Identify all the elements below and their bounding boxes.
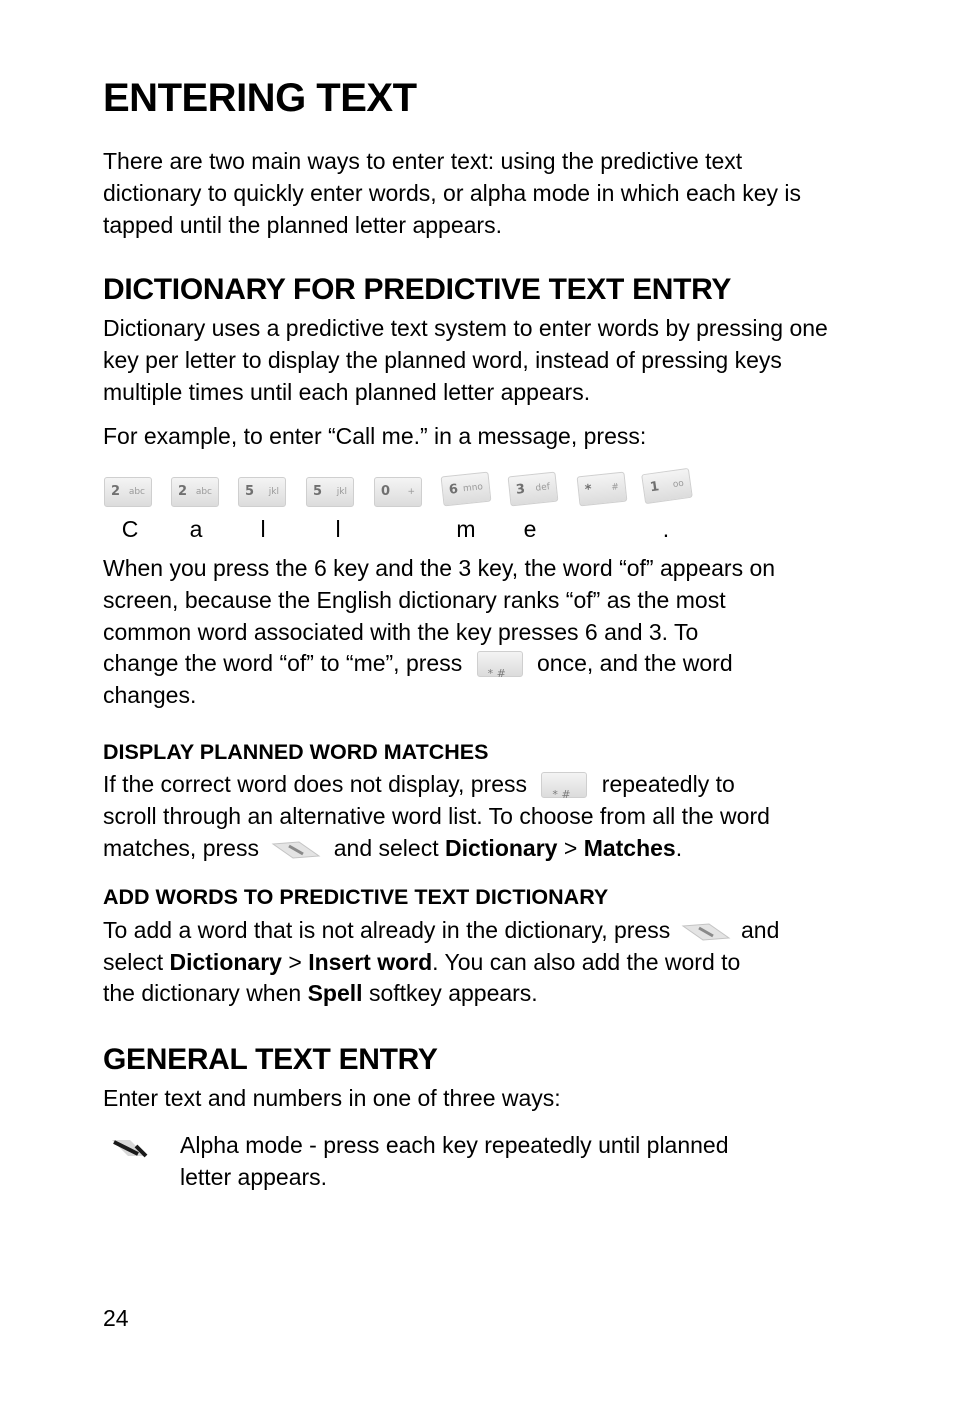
key-letter: l	[335, 516, 341, 542]
alpha-mode-line: Alpha mode - press each key repeatedly until planned	[180, 1132, 729, 1158]
dictionary-body: Dictionary uses a predictive text system to enter words by pressing one key per letter to display the planned word, instead of pressing keys multiple times until each planned letter appears.	[103, 315, 828, 405]
star-key-icon: * #	[541, 772, 587, 798]
add-words-line: select Dictionary > Insert word. You can also add the word to	[103, 949, 741, 975]
key-letter: .	[662, 516, 670, 542]
key-letter: l	[260, 516, 266, 542]
alpha-mode-icon	[108, 1136, 150, 1162]
intro-paragraph: There are two main ways to enter text: using the predictive text dictionary to quickly enter words, or alpha mode in which each key is tapped until the planned letter appears.	[103, 148, 802, 238]
explanation-line: common word associated with the key presses 6 and 3. To	[103, 619, 699, 645]
page-title: ENTERING TEXT	[103, 76, 417, 120]
explanation-line: When you press the 6 key and the 3 key, the word “of” appears on	[103, 555, 776, 581]
display-matches-line: If the correct word does not display, press * # repeatedly to	[103, 771, 735, 801]
key-0-icon: 0 +	[374, 477, 422, 507]
key-3-icon: 3 def	[508, 472, 559, 507]
general-body: Enter text and numbers in one of three ways:	[103, 1085, 561, 1111]
key-2-icon: 2 abc	[104, 477, 152, 507]
key-5-icon: 5 jkl	[238, 477, 286, 507]
display-matches-line: matches, press and select Dictionary > Matches.	[103, 833, 682, 865]
key-letter: m	[456, 516, 476, 542]
display-matches-line: scroll through an alternative word list. To choose from all the word	[103, 803, 770, 829]
alpha-mode-line: letter appears.	[180, 1164, 328, 1190]
explanation-line: change the word “of” to “me”, press * # once, and the word	[103, 650, 733, 680]
key-letter: a	[189, 516, 203, 542]
key-5-icon: 5 jkl	[306, 477, 354, 507]
general-heading: GENERAL TEXT ENTRY	[103, 1043, 438, 1076]
display-matches-heading: DISPLAY PLANNED WORD MATCHES	[103, 740, 489, 764]
key-star-icon: * #	[577, 472, 628, 507]
key-2-icon: 2 abc	[171, 477, 219, 507]
add-words-line: the dictionary when Spell softkey appears.	[103, 980, 538, 1006]
left-softkey-icon	[269, 834, 323, 864]
add-words-line: To add a word that is not already in the dictionary, press and	[103, 915, 779, 947]
dictionary-heading: DICTIONARY FOR PREDICTIVE TEXT ENTRY	[103, 273, 732, 306]
add-words-heading: ADD WORDS TO PREDICTIVE TEXT DICTIONARY	[103, 885, 609, 909]
explanation-line: screen, because the English dictionary ranks “of” as the most	[103, 587, 726, 613]
example-intro: For example, to enter “Call me.” in a message, press:	[103, 423, 647, 449]
key-6-icon: 6 mno	[441, 472, 492, 507]
page-number: 24	[103, 1305, 129, 1331]
left-softkey-icon	[679, 916, 733, 946]
star-key-icon: * #	[477, 651, 523, 677]
key-letter: C	[121, 516, 139, 542]
key-1-icon: 1 oo	[641, 468, 693, 504]
key-letter: e	[523, 516, 537, 542]
explanation-line: changes.	[103, 682, 197, 708]
